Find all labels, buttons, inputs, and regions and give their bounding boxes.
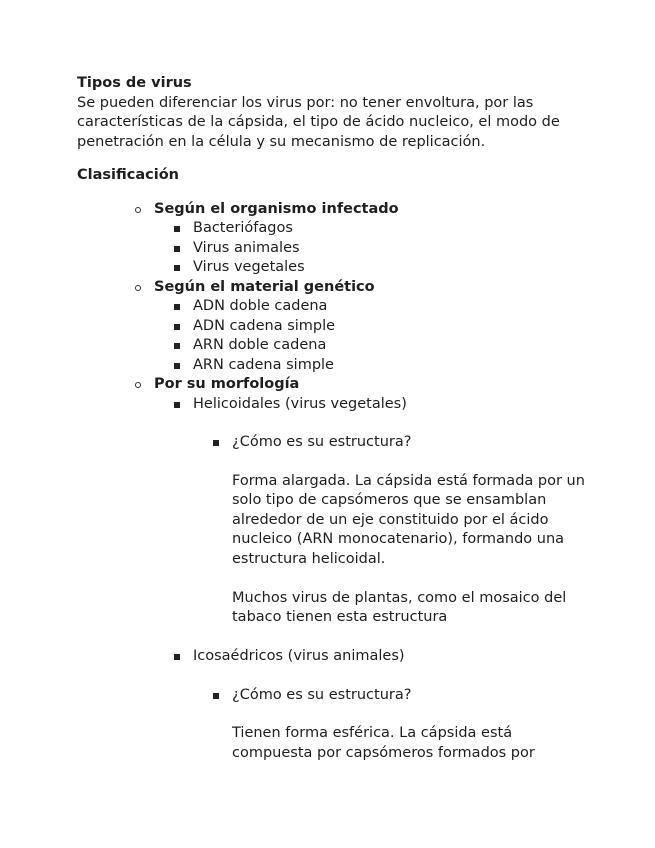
item-label: ADN doble cadena <box>193 298 328 314</box>
square-bullet-icon <box>174 324 180 330</box>
list-item <box>193 686 597 764</box>
item-label: ADN cadena simple <box>193 317 336 334</box>
document-page <box>77 74 597 763</box>
item-label: ARN doble cadena <box>193 337 327 353</box>
item-label: ARN cadena simple <box>193 356 334 373</box>
list-item <box>154 297 597 317</box>
sublist <box>193 433 597 647</box>
item-label: Icosaédricos (virus animales) <box>193 648 405 664</box>
answer-block <box>232 724 597 763</box>
square-bullet-icon <box>174 246 180 252</box>
item-label: Virus vegetales <box>193 259 305 275</box>
answer-paragraph: Forma alargada. La cápsida está formada por un solo tipo de capsómeros que se ensamblan alrededor de un eje constituido por el ácido nucleico (ARN monocatenario), formando una estructura helicoidal. <box>232 472 585 567</box>
square-bullet-icon <box>213 693 219 699</box>
square-bullet-icon <box>174 402 180 408</box>
sublist <box>193 686 597 764</box>
square-bullet-icon <box>174 226 180 232</box>
square-bullet-icon <box>213 440 219 446</box>
group-label: Según el material genético <box>154 278 375 295</box>
classification-list <box>77 200 597 764</box>
list-item <box>77 375 597 763</box>
hollow-circle-bullet-icon <box>135 382 141 388</box>
sublist <box>154 219 597 278</box>
document-title: Tipos de virus <box>77 75 192 91</box>
answer-paragraph: Muchos virus de plantas, como el mosaico del tabaco tienen esta estructura <box>232 589 567 625</box>
hollow-circle-bullet-icon <box>135 285 141 291</box>
square-bullet-icon <box>174 654 180 660</box>
list-item <box>154 356 597 376</box>
square-bullet-icon <box>174 265 180 271</box>
list-item <box>154 239 597 259</box>
item-label: Bacteriófagos <box>193 220 293 236</box>
group-label: Según el organismo infectado <box>154 200 399 217</box>
sublist <box>154 297 597 375</box>
group-label: Por su morfología <box>154 376 300 392</box>
list-item <box>77 200 597 278</box>
hollow-circle-bullet-icon <box>135 207 141 213</box>
intro-paragraph: Se pueden diferenciar los virus por: no tener envoltura, por las características de la cápsida, el tipo de ácido nucleico, el modo de penetración en la célula y su mecanismo de replicación. <box>77 94 560 150</box>
item-label: Virus animales <box>193 239 300 256</box>
answer-paragraph: Tienen forma esférica. La cápsida está compuesta por capsómeros formados por <box>232 725 535 761</box>
square-bullet-icon <box>174 343 180 349</box>
square-bullet-icon <box>174 304 180 310</box>
square-bullet-icon <box>174 363 180 369</box>
question-label: ¿Cómo es su estructura? <box>232 686 412 703</box>
list-item <box>193 433 597 647</box>
list-item <box>77 278 597 376</box>
classification-heading: Clasificación <box>77 167 179 183</box>
list-item <box>154 647 597 763</box>
question-label: ¿Cómo es su estructura? <box>232 434 412 450</box>
sublist <box>154 395 597 764</box>
list-item <box>154 395 597 648</box>
list-item <box>154 219 597 239</box>
list-item <box>154 317 597 337</box>
list-item <box>154 336 597 356</box>
list-item <box>154 258 597 278</box>
item-label: Helicoidales (virus vegetales) <box>193 395 407 412</box>
answer-block <box>232 472 597 628</box>
